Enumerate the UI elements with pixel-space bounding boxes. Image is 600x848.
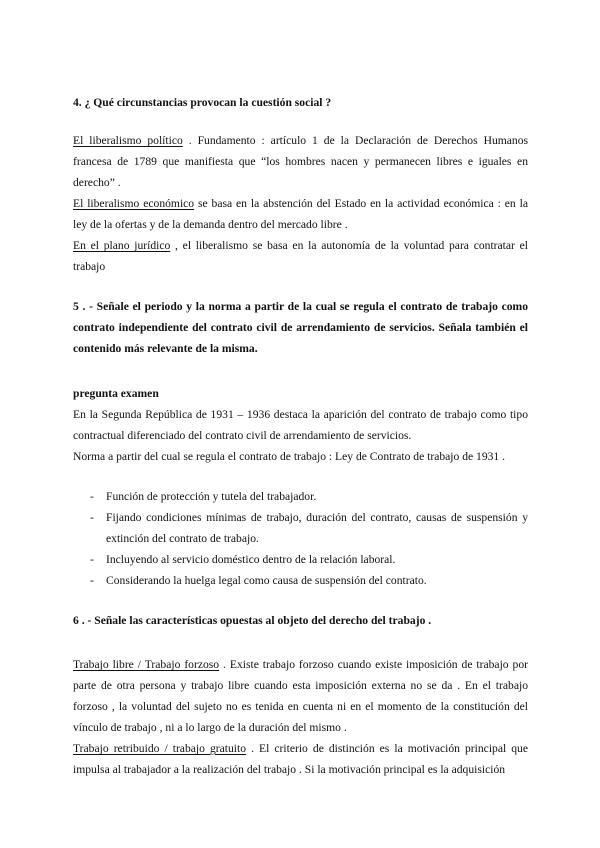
bullet-dash: - bbox=[90, 511, 94, 524]
bullet-dash: - bbox=[90, 490, 94, 503]
economic-liberalism-label: El liberalismo económico bbox=[73, 197, 195, 210]
exam-question-label: pregunta examen bbox=[73, 387, 159, 400]
paragraph-political-liberalism bbox=[73, 130, 528, 193]
economic-liberalism-text: se basa en la abstención del Estado en la actividad económica : en la ley de la ofertas y de la demanda dentro del mercado libre . bbox=[73, 197, 528, 231]
legal-plane-label: En el plano jurídico bbox=[73, 239, 171, 252]
question-4-answer bbox=[73, 130, 528, 277]
list-item: - Fijando condiciones mínimas de trabajo, duración del contrato, causas de suspensión y extinción del contrato de trabajo. bbox=[73, 507, 528, 549]
list-item: - Incluyendo al servicio doméstico dentro de la relación laboral. bbox=[73, 549, 528, 570]
question-5-answer bbox=[73, 383, 528, 467]
legal-plane-text: , el liberalismo se basa en la autonomía de la voluntad para contratar el trabajo bbox=[73, 239, 529, 273]
free-forced-work-text: . Existe trabajo forzoso cuando existe imposición de trabajo por parte de otra persona y trabajo libre cuando esta imposición externa no se da . En el trabajo forzoso , la voluntad del sujeto no es tenida en cuenta ni en el momento de la constitución del vínculo de trabajo , ni a lo largo de la duración del mismo . bbox=[73, 658, 528, 734]
content-bullet-list bbox=[73, 486, 528, 591]
free-forced-work-label: Trabajo libre / Trabajo forzoso bbox=[73, 658, 220, 671]
paragraph-legal-plane bbox=[73, 235, 528, 277]
bullet-dash: - bbox=[90, 574, 94, 587]
list-item: - Función de protección y tutela del trabajador. bbox=[73, 486, 528, 507]
paragraph-second-republic: En la Segunda República de 1931 – 1936 destaca la aparición del contrato de trabajo como tipo contractual diferenciado del contrato civil de arrendamiento de servicios. bbox=[73, 408, 528, 442]
paragraph-norm: Norma a partir del cual se regula el contrato de trabajo : Ley de Contrato de trabajo de 1931 . bbox=[73, 450, 506, 463]
political-liberalism-text: . Fundamento : artículo 1 de la Declaración de Derechos Humanos francesa de 1789 que manifiesta que “los hombres nacen y permanecen libres e iguales en derecho” . bbox=[73, 134, 529, 189]
question-5-heading: 5 . - Señale el periodo y la norma a partir de la cual se regula el contrato de trabajo como contrato independiente del contrato civil de arrendamiento de servicios. Señala también el contenido más relevante de la misma. bbox=[73, 300, 528, 355]
paragraph-economic-liberalism bbox=[73, 193, 528, 235]
paragraph-paid-unpaid-work bbox=[73, 738, 528, 780]
paid-unpaid-work-label: Trabajo retribuido / trabajo gratuito bbox=[73, 742, 247, 755]
paragraph-free-forced-work bbox=[73, 654, 528, 738]
political-liberalism-label: El liberalismo político bbox=[73, 134, 183, 147]
question-4-heading: 4. ¿ Qué circunstancias provocan la cuestión social ? bbox=[73, 96, 332, 109]
paid-unpaid-work-text: . El criterio de distinción es la motivación principal que impulsa al trabajador a la realización del trabajo . Si la motivación principal es la adquisición bbox=[73, 742, 528, 776]
list-item: - Considerando la huelga legal como causa de suspensión del contrato. bbox=[73, 570, 528, 591]
question-6-heading: 6 . - Señale las características opuestas al objeto del derecho del trabajo . bbox=[73, 614, 432, 627]
question-6-answer bbox=[73, 654, 528, 780]
bullet-dash: - bbox=[90, 553, 94, 566]
